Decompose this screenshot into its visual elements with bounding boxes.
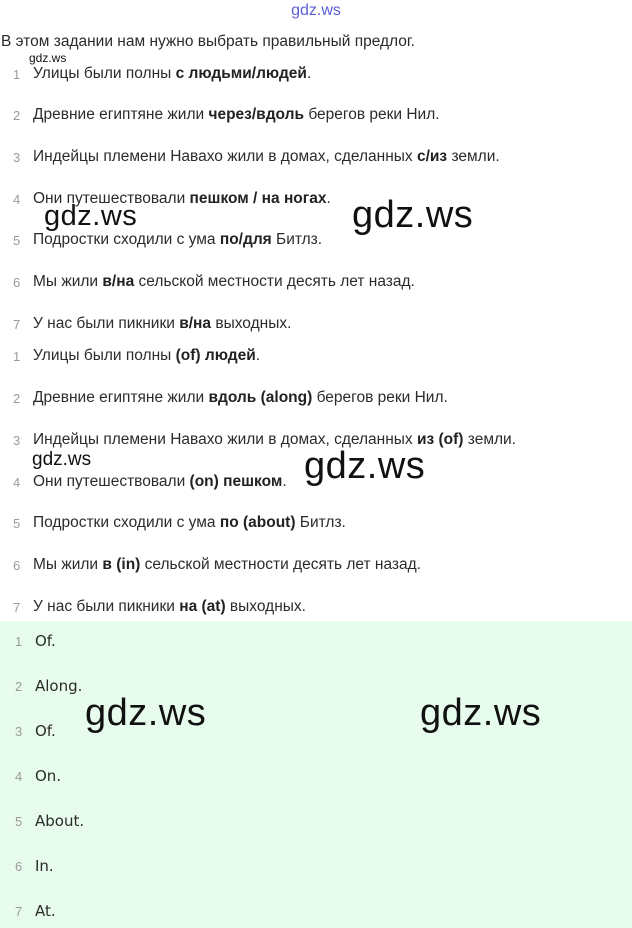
list-item [0, 63, 311, 85]
answer-item [0, 675, 82, 697]
item-text: Древние египтяне жили через/вдоль берегов реки Нил. [33, 106, 440, 123]
answer-item [0, 855, 54, 877]
list-item [0, 146, 500, 168]
list-item [0, 596, 306, 618]
answers-panel [0, 621, 632, 928]
list-item [0, 512, 346, 534]
item-text: Индейцы племени Навахо жили в домах, сделанных из (of) земли. [33, 431, 516, 448]
item-number: 7 [13, 599, 21, 615]
answer-item [0, 720, 56, 742]
answer-item [0, 765, 61, 787]
answer-text: At. [35, 902, 56, 920]
item-number: 3 [13, 149, 21, 165]
list-item [0, 271, 415, 293]
item-text: Они путешествовали пешком / на ногах. [33, 190, 331, 207]
item-number: 5 [13, 515, 21, 531]
watermark: gdz.ws [32, 449, 92, 470]
item-number: 7 [15, 903, 23, 919]
watermark: gdz.ws [352, 194, 474, 236]
item-text: Древние египтяне жили вдоль (along) берегов реки Нил. [33, 389, 448, 406]
watermark: gdz.ws [85, 692, 207, 734]
answer-text: In. [35, 857, 54, 875]
item-number: 6 [13, 557, 21, 573]
answer-text: Along. [35, 677, 83, 695]
item-text: Мы жили в/на сельской местности десять лет назад. [33, 273, 415, 290]
answer-item [0, 810, 84, 832]
list-item [0, 345, 260, 367]
item-text: Подростки сходили с ума по/для Битлз. [33, 231, 323, 248]
item-number: 2 [13, 390, 21, 406]
item-text: Мы жили в (in) сельской местности десять лет назад. [33, 556, 421, 573]
item-text: Улицы были полны с людьми/людей. [33, 65, 312, 82]
list-item [0, 471, 287, 493]
answer-text: About. [35, 812, 85, 830]
item-text: Улицы были полны (of) людей. [33, 347, 261, 364]
item-number: 1 [13, 348, 21, 364]
item-text: Индейцы племени Навахо жили в домах, сделанных с/из земли. [33, 148, 500, 165]
item-number: 3 [15, 723, 23, 739]
item-text: Подростки сходили с ума по (about) Битлз. [33, 514, 346, 531]
answer-text: On. [35, 767, 62, 785]
item-number: 2 [13, 107, 21, 123]
item-number: 5 [13, 232, 21, 248]
item-number: 4 [15, 768, 23, 784]
item-number: 2 [15, 678, 23, 694]
watermark: gdz.ws [44, 200, 138, 232]
item-text: У нас были пикники на (at) выходных. [33, 598, 306, 615]
item-number: 1 [13, 66, 21, 82]
answer-text: Of. [35, 632, 56, 650]
watermark: gdz.ws [304, 445, 426, 487]
answer-text: Of. [35, 722, 56, 740]
header-site-link[interactable]: gdz.ws [291, 2, 341, 19]
item-number: 1 [15, 633, 23, 649]
item-number: 4 [13, 474, 21, 490]
item-text: У нас были пикники в/на выходных. [33, 315, 292, 332]
answer-item [0, 630, 56, 652]
list-item [0, 313, 291, 335]
watermark: gdz.ws [29, 51, 67, 65]
watermark: gdz.ws [420, 692, 542, 734]
item-number: 5 [15, 813, 23, 829]
list-item [0, 104, 440, 126]
item-text: Они путешествовали (on) пешком. [33, 473, 287, 490]
item-number: 3 [13, 432, 21, 448]
item-number: 6 [15, 858, 23, 874]
item-number: 7 [13, 316, 21, 332]
answer-item [0, 900, 56, 922]
list-item [0, 387, 448, 409]
intro-text: В этом задании нам нужно выбрать правильный предлог. [1, 33, 415, 50]
list-item [0, 554, 421, 576]
item-number: 6 [13, 274, 21, 290]
list-item [0, 429, 516, 451]
item-number: 4 [13, 191, 21, 207]
